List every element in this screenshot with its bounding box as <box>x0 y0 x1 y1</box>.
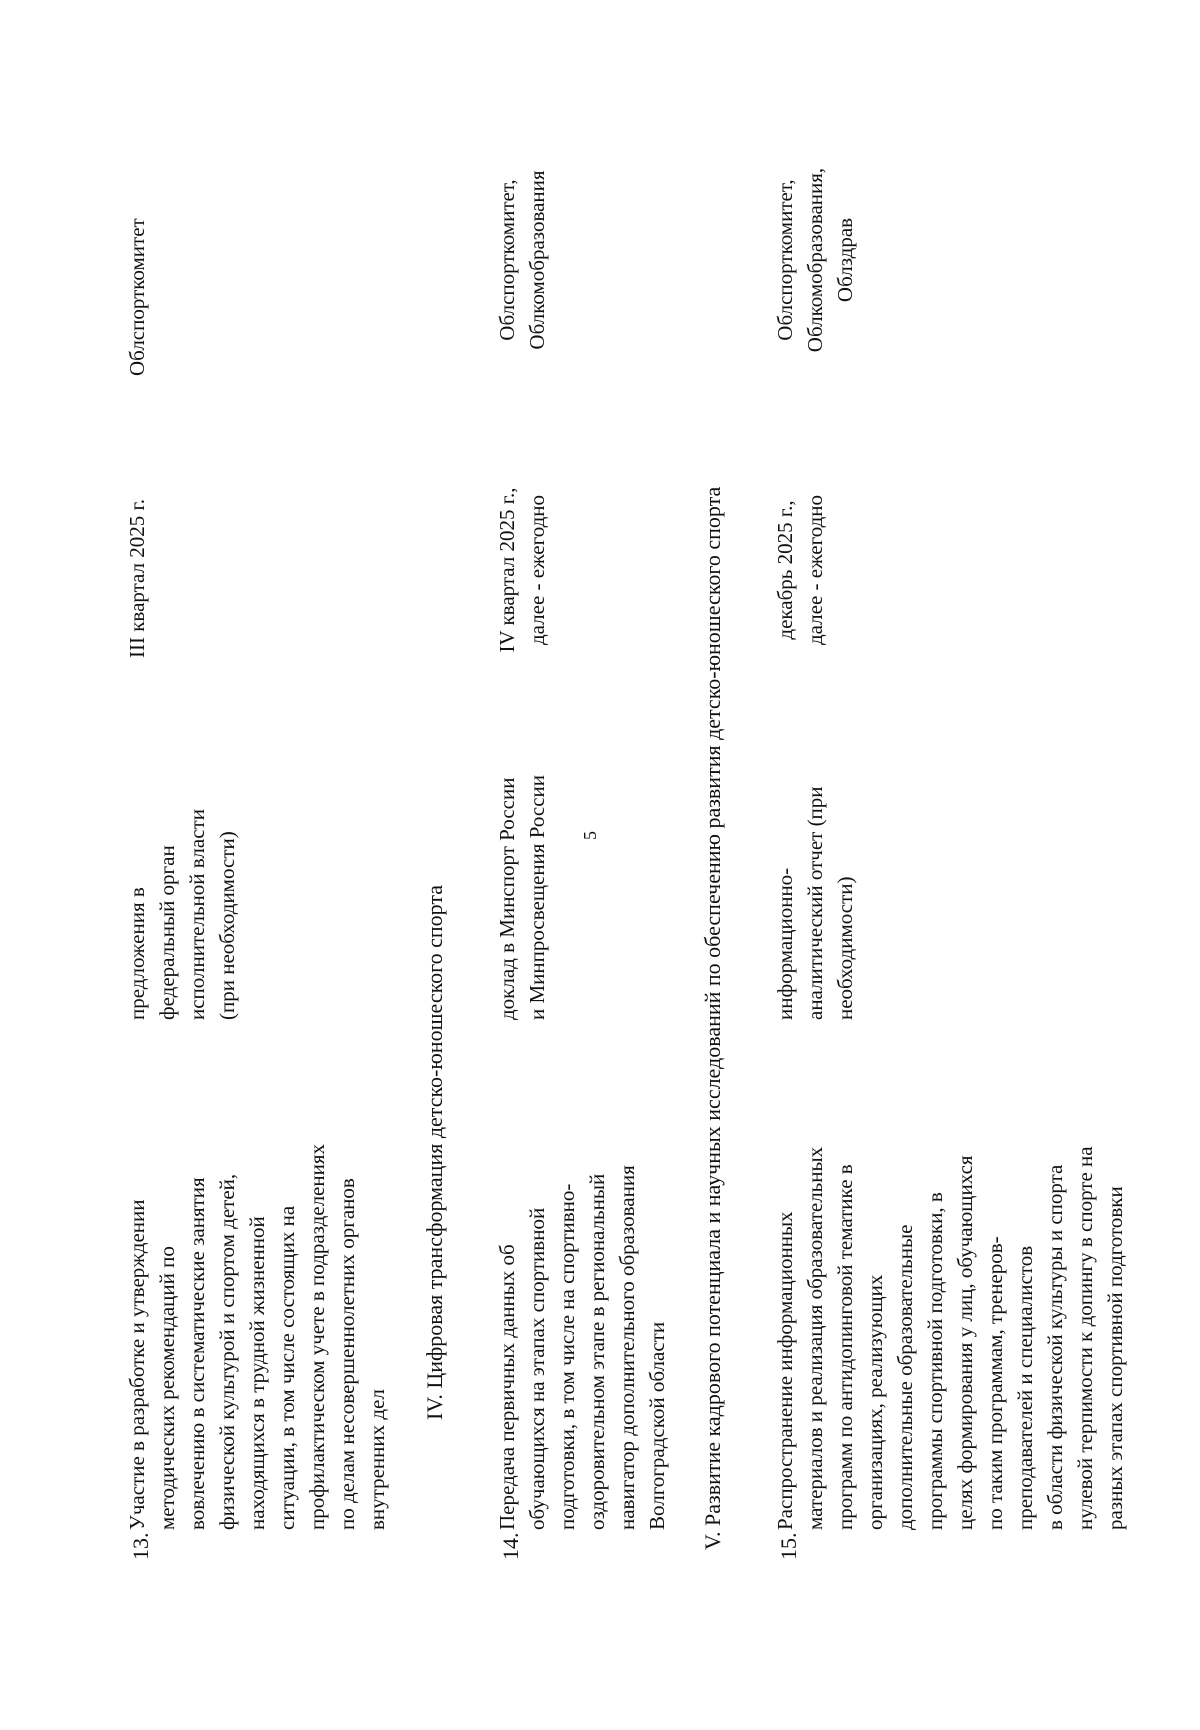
deadline-line: IV квартал 2025 г., <box>495 487 519 653</box>
measure-line: Распространение информационных <box>773 1211 797 1530</box>
measure-line: навигатор дополнительного образования <box>615 1165 639 1530</box>
row-13-measure <box>122 1070 392 1530</box>
responsible-line: Облспорткомитет, <box>773 179 797 341</box>
responsible-line: Облздрав <box>833 217 857 303</box>
measure-line: программы спортивной подготовки, в <box>923 1192 947 1530</box>
deadline-line: III квартал 2025 г. <box>125 498 149 658</box>
result-line: аналитический отчет (при <box>803 786 827 1020</box>
measure-line: преподавателей и специалистов <box>1013 1245 1037 1530</box>
measure-line: Передача первичных данных об <box>495 1244 519 1530</box>
measure-line: дополнительные образовательные <box>893 1224 917 1530</box>
row-15-number: 15. <box>776 1532 801 1560</box>
deadline-line: далее - ежегодно <box>803 494 827 646</box>
row-13-deadline <box>122 443 152 658</box>
measure-line: внутренних дел <box>365 1389 389 1530</box>
row-14-result <box>492 740 552 1020</box>
measure-line: программ по антидопинговой тематике в <box>833 1164 857 1530</box>
section-5-heading: V. Развитие кадрового потенциала и научных исследований по обеспечению развития детско-юношеского спорта <box>700 486 725 1550</box>
measure-line: ситуации, в том числе состоящих на <box>275 1205 299 1530</box>
result-line: доклад в Минспорт России <box>495 777 519 1020</box>
result-line: необходимости) <box>833 876 857 1020</box>
measure-line: обучающихся на этапах спортивной <box>525 1207 549 1530</box>
result-line: информационно- <box>773 867 797 1020</box>
row-15-responsible <box>770 140 860 380</box>
measure-line: оздоровительном этапе в региональный <box>585 1173 609 1530</box>
result-line: федеральный орган <box>155 845 179 1020</box>
measure-line: подготовки, в том числе на спортивно- <box>555 1183 579 1530</box>
responsible-line: Облспорткомитет, <box>495 179 519 341</box>
row-14-deadline <box>492 470 552 670</box>
responsible-line: Облкомобразования, <box>803 167 827 353</box>
row-15-result <box>770 740 860 1020</box>
row-13-number: 13. <box>128 1532 153 1560</box>
result-line: предложения в <box>125 887 149 1020</box>
deadline-line: далее - ежегодно <box>525 494 549 646</box>
page-number: 5 <box>580 831 600 840</box>
row-15-deadline <box>770 470 830 670</box>
measure-line: Волгоградской области <box>645 1321 669 1530</box>
row-14-number: 14. <box>498 1532 523 1560</box>
measure-line: по таким программам, тренеров- <box>983 1236 1007 1530</box>
measure-line: разных этапах спортивной подготовки <box>1103 1186 1127 1530</box>
measure-line: вовлечению в систематические занятия <box>185 1177 209 1530</box>
measure-line: целях формирования у лиц, обучающихся <box>953 1155 977 1530</box>
measure-line: Участие в разработке и утверждении <box>125 1199 149 1530</box>
row-14-responsible <box>492 140 552 380</box>
section-4-heading: IV. Цифровая трансформация детско-юношеского спорта <box>422 884 447 1420</box>
row-14-measure <box>492 1070 672 1530</box>
row-15-measure <box>770 1070 1130 1530</box>
measure-line: физической культурой и спортом детей, <box>215 1173 239 1530</box>
deadline-line: декабрь 2025 г., <box>773 500 797 640</box>
result-line: и Минпросвещения России <box>525 774 549 1020</box>
row-13-result <box>122 760 242 1020</box>
result-line: (при необходимости) <box>215 831 239 1020</box>
measure-line: профилактическом учете в подразделениях <box>305 1143 329 1530</box>
measure-line: методических рекомендаций по <box>155 1246 179 1530</box>
row-13-responsible <box>122 156 152 376</box>
measure-line: материалов и реализация образовательных <box>803 1146 827 1530</box>
measure-line: в области физической культуры и спорта <box>1043 1164 1067 1530</box>
result-line: исполнительной власти <box>185 809 209 1020</box>
responsible-line: Облспорткомитет <box>125 218 149 376</box>
measure-line: находящихся в трудной жизненной <box>245 1216 269 1530</box>
measure-line: нулевой терпимости к допингу в спорте на <box>1073 1146 1097 1530</box>
measure-line: по делам несовершеннолетних органов <box>335 1178 359 1530</box>
measure-line: организациях, реализующих <box>863 1274 887 1530</box>
responsible-line: Облкомобразования <box>525 170 549 350</box>
